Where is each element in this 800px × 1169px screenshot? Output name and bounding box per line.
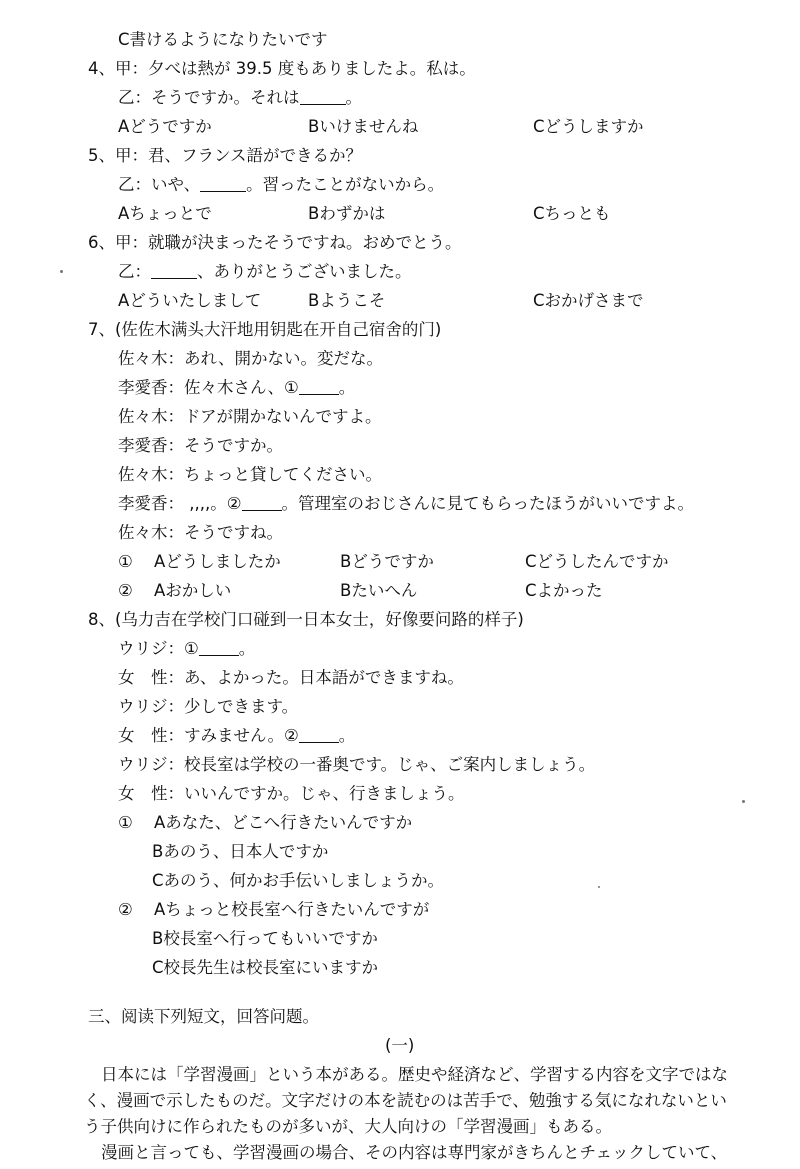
q8-dialog-3: ウリジ：少しできます。 — [118, 697, 299, 716]
q7-options-1-b: Bどうですか — [340, 552, 434, 571]
section-title: 三、阅读下列短文，回答问题。 — [88, 1007, 319, 1026]
q7-options-2-c: Cよかった — [525, 581, 603, 600]
q7-options-1: ① Aどうしましたか — [118, 552, 281, 571]
q8-options-1-c: Cあのう、何かお手伝いしましょうか。 — [152, 871, 445, 890]
scan-speck — [598, 886, 600, 888]
q8-options-2-c: C校長先生は校長室にいますか — [152, 958, 379, 977]
section-subtitle: (一) — [385, 1036, 415, 1055]
q5-option-b: Bわずかは — [308, 204, 386, 223]
scan-speck — [60, 270, 63, 273]
q6-option-b: Bようこそ — [308, 291, 386, 310]
q5-line-b: 乙：いや、 。習ったことがないから。 — [118, 175, 445, 194]
q8-dialog-1: ウリジ：① 。 — [118, 639, 256, 658]
q3-option-c: C書けるようになりたいです — [118, 30, 328, 49]
reading-paragraph-1: 日本には「学習漫画」という本がある。歴史や経済など、学習する内容を文字ではなく、漫画で示したものだ。文字だけの本を読むのは苦手で、勉強する気になれないという子供向けに作られたものが多いが、大人向けの「学習漫画」もある。 — [84, 1065, 728, 1136]
q6-line-a: 6、甲：就職が決まったそうですね。おめでとう。 — [88, 233, 462, 252]
q6-option-a: Aどういたしまして — [118, 291, 262, 310]
q4-line-a: 4、甲：夕べは熱が 39.5 度もありましたよ。私は。 — [88, 59, 476, 78]
q7-dialog-1: 佐々木：あれ、開かない。変だな。 — [118, 349, 383, 368]
q8-dialog-5: ウリジ：校長室は学校の一番奥です。じゃ、ご案内しましょう。 — [118, 755, 596, 774]
q8-dialog-2: 女 性：あ、よかった。日本語ができますね。 — [118, 668, 464, 687]
q7-dialog-2: 李愛香：佐々木さん、① 。 — [118, 378, 356, 397]
q4-option-c: Cどうしますか — [533, 117, 644, 136]
answer-blank — [151, 262, 197, 279]
q6-line-b: 乙： 、ありがとうございました。 — [118, 262, 412, 281]
q6-option-c: Cおかげさまで — [533, 291, 644, 310]
q4-line-b: 乙：そうですか。それは 。 — [118, 88, 362, 107]
q8-options-1-a: ① Aあなた、どこへ行きたいんですか — [118, 813, 413, 832]
q8-options-2-b: B校長室へ行ってもいいですか — [152, 929, 378, 948]
q7-options-2-b: Bたいへん — [340, 581, 418, 600]
answer-blank — [300, 88, 346, 105]
q7-dialog-4: 李愛香：そうですか。 — [118, 436, 283, 455]
q7-dialog-5: 佐々木：ちょっと貸してください。 — [118, 465, 382, 484]
q8-dialog-4: 女 性：すみません。② 。 — [118, 726, 356, 745]
answer-blank — [299, 378, 339, 395]
q7-options-1-c: Cどうしたんですか — [525, 552, 669, 571]
reading-paragraph-2: 漫画と言っても、学習漫画の場合、その内容は専門家がきちんとチェックしていて、 — [101, 1143, 728, 1162]
q7-dialog-7: 佐々木：そうですね。 — [118, 523, 283, 542]
q8-dialog-6: 女 性：いいんですか。じゃ、行きましょう。 — [118, 784, 465, 803]
answer-blank — [299, 726, 339, 743]
q5-option-c: Cちっとも — [533, 204, 611, 223]
q7-line-a: 7、(佐佐木满头大汗地用钥匙在开自己宿舍的门) — [88, 320, 442, 339]
scan-speck — [742, 800, 745, 803]
q5-line-a: 5、甲：君、フランス語ができるか？ — [88, 146, 363, 165]
answer-blank — [199, 639, 239, 656]
q7-dialog-6: 李愛香： ,,,,。② 。管理室のおじさんに見てもらったほうがいいですよ。 — [118, 494, 695, 513]
q8-options-1-b: Bあのう、日本人ですか — [152, 842, 329, 861]
q7-options-2: ② Aおかしい — [118, 581, 232, 600]
q5-option-a: Aちょっとで — [118, 204, 212, 223]
q8-line-a: 8、(乌力吉在学校门口碰到一日本女士，好像要问路的样子) — [88, 610, 524, 629]
q7-dialog-3: 佐々木：ドアが開かないんですよ。 — [118, 407, 382, 426]
answer-blank — [242, 494, 282, 511]
q4-option-a: Aどうですか — [118, 117, 212, 136]
answer-blank — [200, 175, 246, 192]
q8-options-2-a: ② Aちょっと校長室へ行きたいんですが — [118, 900, 430, 919]
q4-option-b: Bいけませんね — [308, 117, 419, 136]
